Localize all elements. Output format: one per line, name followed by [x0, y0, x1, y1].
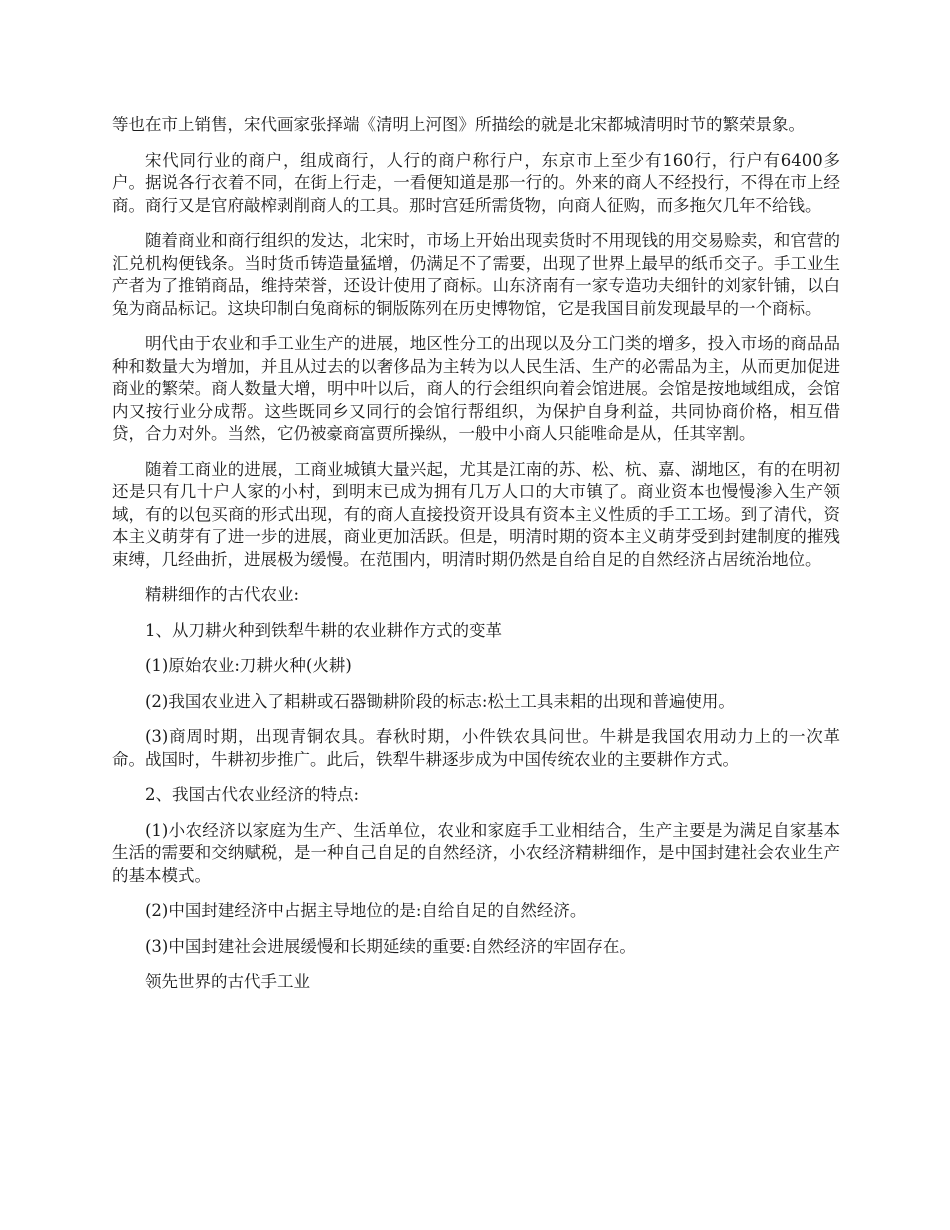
paragraph-song-merchant-guilds: 宋代同行业的商户，组成商行，人行的商户称行户，东京市上至少有160行，行户有6400多户。据说各行衣着不同，在街上行走，一看便知道是那一行的。外来的商人不经投行，不得在市上经商。商行又是官府敲榨剥削商人的工具。那时宫廷所需货物，向商人征购，而多拖欠几年不给钱。: [112, 150, 840, 215]
list-item-natural-economy-dominant: (2)中国封建经济中占据主导地位的是:自给自足的自然经济。: [145, 901, 587, 920]
document-body: [112, 114, 840, 1007]
section-heading-handicraft: 领先世界的古代手工业: [145, 972, 310, 991]
paragraph-continuation: 等也在市上销售，宋代画家张择端《清明上河图》所描绘的就是北宋都城清明时节的繁荣景象。: [112, 115, 805, 134]
paragraph-song-paper-money: 随着商业和商行组织的发达，北宋时，市场上开始出现卖货时不用现钱的用交易赊卖，和官营的汇兑机构便钱条。当时货币铸造量猛增，仍满足不了需要，出现了世界上最早的纸币交子。手工业生产者为了推销商品，维持荣誉，还设计使用了商标。山东济南有一家专造功夫细针的刘家针铺，以白兔为商品标记。这块印制白兔商标的铜版陈列在历史博物馆，它是我国目前发现最早的一个商标。: [112, 231, 840, 318]
subheading-agricultural-economy: 2、我国古代农业经济的特点:: [145, 785, 360, 804]
list-item-iron-ox-plough: (3)商周时期，出现青铜农具。春秋时期，小件铁农具问世。牛耕是我国农用动力上的一次革命。战国时，牛耕初步推广。此后，铁犁牛耕逐步成为中国传统农业的主要耕作方式。: [112, 727, 840, 769]
subheading-farming-methods: 1、从刀耕火种到铁犁牛耕的农业耕作方式的变革: [145, 620, 502, 640]
paragraph-ming-commerce: 明代由于农业和手工业生产的进展，地区性分工的出现以及分工门类的增多，投入市场的商品品种和数量大为增加，并且从过去的以奢侈品为主转为以人民生活、生产的必需品为主，从而更加促进商业的繁荣。商人数量大增，明中叶以后，商人的行会组织向着会馆进展。会馆是按地域组成，会馆内又按行业分成帮。这些既同乡又同行的会馆行帮组织，为保护自身利益，共同协商价格，相互借贷，合力对外。当然，它仍被豪商富贾所操纵，一般中小商人只能唯命是从，任其宰割。: [112, 334, 840, 443]
list-item-slow-development: (3)中国封建社会进展缓慢和长期延续的重要:自然经济的牢固存在。: [145, 936, 636, 956]
list-item-primitive-agriculture: (1)原始农业:刀耕火种(火耕): [145, 656, 352, 675]
list-item-small-peasant-economy: (1)小农经济以家庭为生产、生活单位，农业和家庭手工业相结合，生产主要是为满足自家基本生活的需要和交纳赋税，是一种自己自足的自然经济，小农经济精耕细作，是中国封建社会农业生产的基本模式。: [112, 820, 840, 885]
list-item-plough-stage: (2)我国农业进入了耜耕或石器锄耕阶段的标志:松土工具耒耜的出现和普遍使用。: [145, 691, 735, 711]
section-heading-agriculture: 精耕细作的古代农业:: [145, 585, 300, 604]
paragraph-ming-qing-capitalism: 随着工商业的进展，工商业城镇大量兴起，尤其是江南的苏、松、杭、嘉、湖地区，有的在明初还是只有几十户人家的小村，到明末已成为拥有几万人口的大市镇了。商业资本也慢慢渗入生产领域，有的以包买商的形式出现，有的商人直接投资开设具有资本主义性质的手工工场。到了清代，资本主义萌芽有了进一步的进展，商业更加活跃。但是，明清时期的资本主义萌芽受到封建制度的摧残束缚，几经曲折，进展极为缓慢。在范围内，明清时期仍然是自给自足的自然经济占居统治地位。: [112, 459, 840, 569]
